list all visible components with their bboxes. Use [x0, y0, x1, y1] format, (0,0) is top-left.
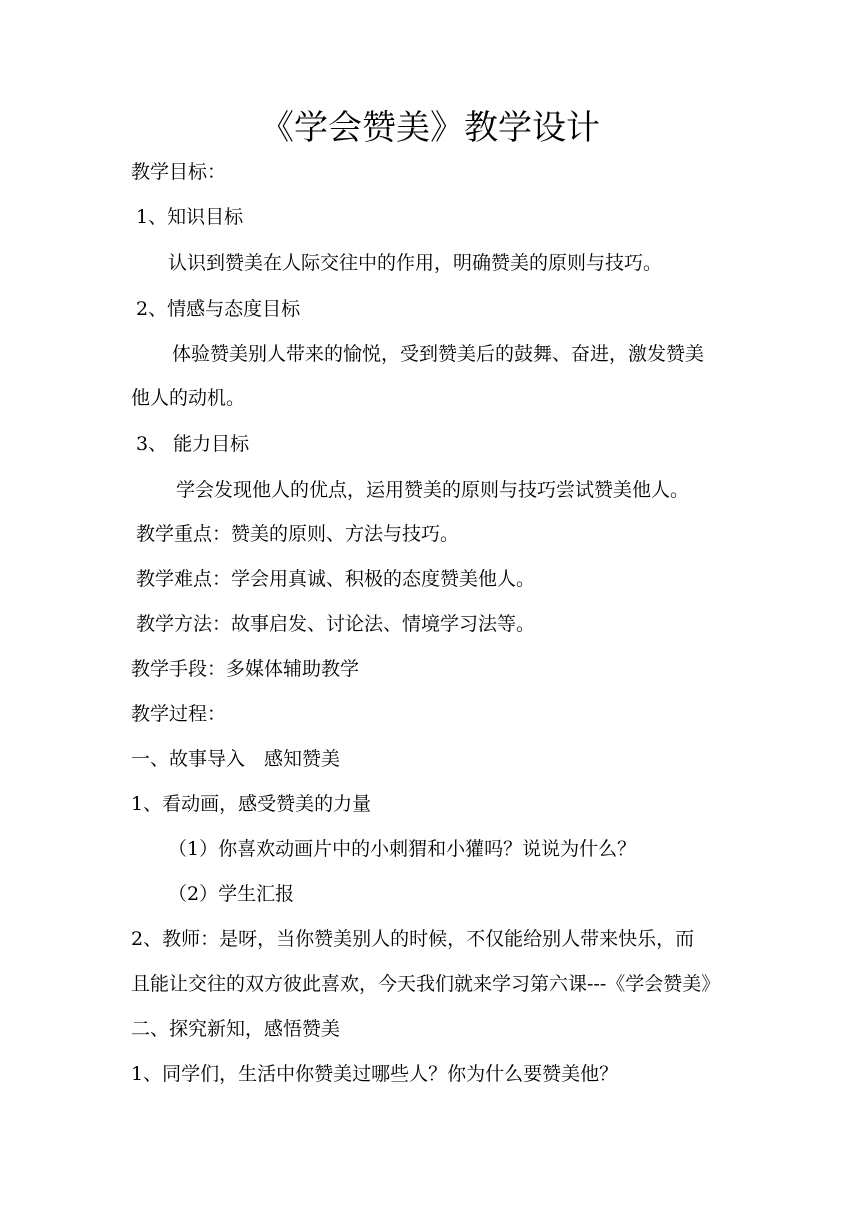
teaching-method: 教学方法：故事启发、讨论法、情境学习法等。	[136, 613, 536, 635]
process-question-1: （1）你喜欢动画片中的小刺猬和小獾吗？说说为什么？	[168, 838, 637, 860]
process-part-two-heading: 二、探究新知，感悟赞美	[131, 1018, 341, 1040]
objective-emotion-text-line2: 他人的动机。	[131, 387, 246, 409]
section-heading-process: 教学过程：	[131, 703, 227, 725]
section-heading-objectives: 教学目标：	[131, 161, 227, 183]
process-step-1: 1、看动画，感受赞美的力量	[131, 793, 372, 815]
process-part-one-heading: 一、故事导入 感知赞美	[131, 748, 341, 770]
objective-emotion-heading: 2、情感与态度目标	[136, 298, 301, 320]
objective-knowledge-heading: 1、知识目标	[136, 206, 244, 228]
teaching-key-point: 教学重点：赞美的原则、方法与技巧。	[136, 523, 460, 545]
objective-ability-text: 学会发现他人的优点，运用赞美的原则与技巧尝试赞美他人。	[176, 479, 690, 501]
document-title: 《学会赞美》教学设计	[260, 108, 600, 148]
process-part-two-step-1: 1、同学们，生活中你赞美过哪些人？你为什么要赞美他？	[131, 1063, 619, 1085]
teaching-means: 教学手段：多媒体辅助教学	[131, 658, 360, 680]
process-step-2-line2: 且能让交往的双方彼此喜欢，今天我们就来学习第六课---《学会赞美》	[131, 973, 721, 995]
objective-knowledge-text: 认识到赞美在人际交往中的作用，明确赞美的原则与技巧。	[168, 252, 663, 274]
objective-ability-heading: 3、 能力目标	[136, 433, 250, 455]
process-step-2-line1: 2、教师：是呀，当你赞美别人的时候，不仅能给别人带来快乐，而	[131, 928, 695, 950]
teaching-difficulty: 教学难点：学会用真诚、积极的态度赞美他人。	[136, 568, 536, 590]
process-question-2: （2）学生汇报	[168, 883, 295, 905]
objective-emotion-text-line1: 体验赞美别人带来的愉悦，受到赞美后的鼓舞、奋进，激发赞美	[172, 343, 705, 365]
